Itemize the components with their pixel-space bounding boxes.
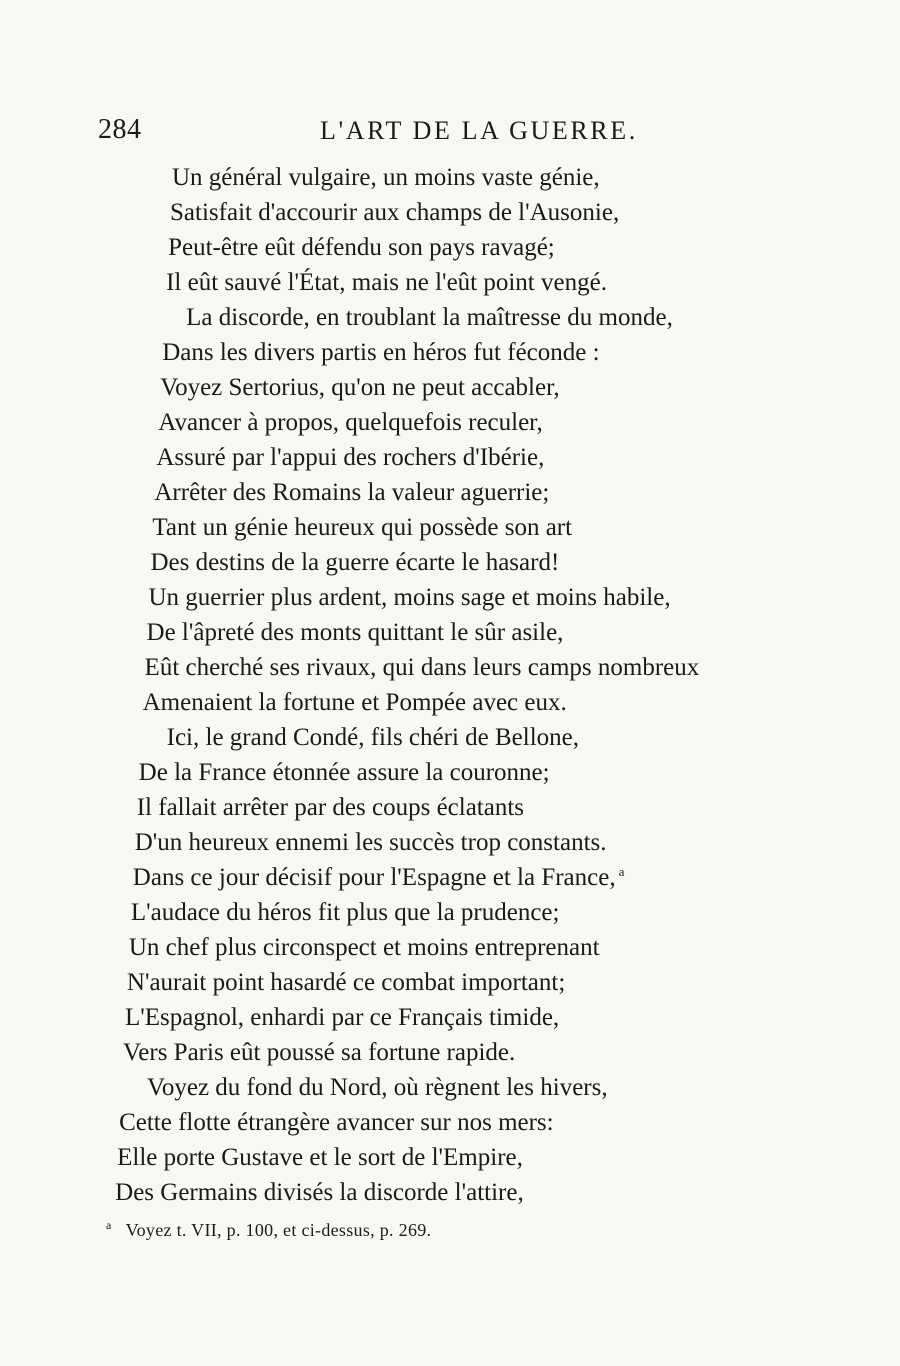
verse-line bbox=[156, 440, 544, 475]
verse-line bbox=[160, 370, 559, 405]
note-reference: a bbox=[618, 863, 625, 879]
verse-text: N'aurait point hasardé ce combat important; bbox=[126, 969, 566, 996]
page-number: 284 bbox=[98, 114, 142, 145]
verse-text: Arrêter des Romains la valeur aguerrie; bbox=[154, 479, 550, 506]
verse-text: De l'âpreté des monts quittant le sûr asile, bbox=[146, 619, 564, 646]
verse-text: Cette flotte étrangère avancer sur nos mers: bbox=[119, 1109, 554, 1136]
verse-text: De la France étonnée assure la couronne; bbox=[138, 759, 550, 786]
footnote-mark: a bbox=[106, 1218, 112, 1232]
verse-text: Dans les divers partis en héros fut féconde : bbox=[162, 339, 600, 366]
verse-text: Peut-être eût défendu son pays ravagé; bbox=[168, 234, 555, 261]
verse-line bbox=[150, 545, 559, 580]
verse-line bbox=[172, 160, 600, 195]
verse-text: Amenaient la fortune et Pompée avec eux. bbox=[142, 689, 567, 716]
verse-line bbox=[166, 265, 607, 300]
verse-line bbox=[147, 1070, 608, 1105]
verse-text: Des Germains divisés la discorde l'attire, bbox=[115, 1179, 524, 1206]
verse-text: Un général vulgaire, un moins vaste génie, bbox=[172, 164, 600, 191]
verse-text: La discorde, en troublant la maîtresse du monde, bbox=[186, 304, 673, 331]
verse-line bbox=[154, 475, 549, 510]
verse-line bbox=[123, 1035, 515, 1070]
verse-line bbox=[119, 1105, 554, 1140]
verse-line bbox=[186, 300, 673, 335]
verse-text: Avancer à propos, quelquefois reculer, bbox=[158, 409, 543, 436]
verse-line bbox=[170, 195, 619, 230]
footnote bbox=[106, 1220, 431, 1241]
verse-line bbox=[137, 790, 524, 825]
footnote-text: Voyez t. VII, p. 100, et ci-dessus, p. 269. bbox=[125, 1220, 432, 1240]
verse-line bbox=[168, 230, 555, 265]
verse-text: Ici, le grand Condé, fils chéri de Bellone, bbox=[166, 724, 579, 751]
verse-text: Il fallait arrêter par des coups éclatants bbox=[136, 794, 525, 821]
verse-line bbox=[133, 860, 625, 895]
verse-text: Un chef plus circonspect et moins entreprenant bbox=[128, 934, 600, 961]
verse-text: Satisfait d'accourir aux champs de l'Ausonie, bbox=[170, 199, 620, 226]
verse-line bbox=[167, 720, 579, 755]
verse-line bbox=[152, 510, 572, 545]
verse-line bbox=[148, 580, 670, 615]
verse-text: Dans ce jour décisif pour l'Espagne et la France, bbox=[132, 864, 616, 891]
verse-line bbox=[117, 1140, 523, 1175]
verse-line bbox=[129, 930, 600, 965]
verse-line bbox=[139, 755, 550, 790]
verse-text: Voyez du fond du Nord, où règnent les hivers, bbox=[147, 1074, 608, 1101]
verse-line bbox=[147, 615, 564, 650]
running-title: L'ART DE LA GUERRE. bbox=[320, 116, 638, 145]
verse-text: Tant un génie heureux qui possède son art bbox=[152, 514, 573, 541]
verse-line bbox=[125, 1000, 559, 1035]
verse-text: Il eût sauvé l'État, mais ne l'eût point vengé. bbox=[166, 269, 607, 296]
verse-text: Des destins de la guerre écarte le hasard! bbox=[150, 549, 560, 576]
verse-line bbox=[127, 965, 565, 1000]
verse-text: Vers Paris eût poussé sa fortune rapide. bbox=[123, 1039, 516, 1066]
verse-text: L'Espagnol, enhardi par ce Français timide, bbox=[124, 1004, 560, 1031]
verse-text: Eût cherché ses rivaux, qui dans leurs camps nombreux bbox=[144, 654, 700, 681]
verse-line bbox=[115, 1175, 524, 1210]
verse-line bbox=[143, 685, 567, 720]
verse-line bbox=[135, 825, 607, 860]
verse-line bbox=[131, 895, 560, 930]
verse-text: D'un heureux ennemi les succès trop constants. bbox=[134, 829, 607, 856]
verse-text: L'audace du héros fit plus que la prudence; bbox=[130, 899, 560, 926]
verse-text: Elle porte Gustave et le sort de l'Empire, bbox=[117, 1144, 523, 1171]
verse-text: Assuré par l'appui des rochers d'Ibérie, bbox=[156, 444, 545, 471]
verse-line bbox=[145, 650, 700, 685]
verse-line bbox=[162, 335, 599, 370]
verse-text: Voyez Sertorius, qu'on ne peut accabler, bbox=[160, 374, 560, 401]
verse-text: Un guerrier plus ardent, moins sage et moins habile, bbox=[148, 584, 671, 611]
verse-line bbox=[158, 405, 543, 440]
